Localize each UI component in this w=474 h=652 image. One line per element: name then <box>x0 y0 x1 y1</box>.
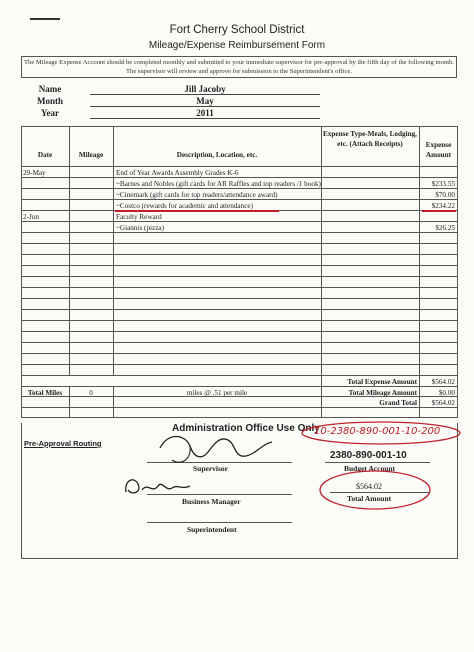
district-title: Fort Cherry School District <box>169 24 305 36</box>
admin-title: Administration Office Use Only <box>172 423 320 434</box>
month-label: Month <box>36 96 63 106</box>
rule <box>419 126 420 418</box>
grand-total-value: $564.02 <box>431 399 455 407</box>
rule <box>21 221 458 222</box>
business-manager-label: Business Manager <box>182 497 241 506</box>
rule <box>21 320 458 321</box>
rule <box>21 417 458 418</box>
header-date: Date <box>37 151 53 159</box>
row-amount: $70.00 <box>435 191 455 199</box>
handwritten-account: 10-2380-890-001-10-200 <box>314 426 441 437</box>
header-amount: Expense Amount <box>425 141 452 159</box>
row-description: End of Year Awards Assembly Grades K-6 <box>116 169 239 177</box>
rule <box>21 353 458 354</box>
rule <box>21 254 458 255</box>
red-underline <box>422 210 456 212</box>
supervisor-signature <box>150 430 280 470</box>
header-description: Description, Location, etc. <box>176 151 258 159</box>
rule <box>21 199 458 200</box>
form-title: Mileage/Expense Reimbursement Form <box>148 40 326 51</box>
rule <box>21 126 458 127</box>
budget-account-value: 2380-890-001-10 <box>330 450 407 461</box>
name-label: Name <box>38 84 62 94</box>
row-description: ~Barnes and Nobles (gift cards for AR Raffles and top readers /1 book) <box>116 180 321 188</box>
budget-account-line <box>325 462 430 463</box>
rule <box>21 342 458 343</box>
total-expense-value: $564.02 <box>431 378 455 386</box>
instructions-box: The Mileage Expense Account should be completed monthly and submitted to your immediate supervisor for pre-approval by the fifth day of the following month. The supervisor will review and approve for submission to the Superintendent's office. <box>21 56 457 78</box>
row-amount: $233.55 <box>431 180 455 188</box>
rule <box>21 407 458 408</box>
total-amount-line <box>330 492 430 493</box>
row-description: Faculty Reward <box>116 213 162 221</box>
rule <box>21 331 458 332</box>
rule <box>21 126 22 418</box>
name-value: Jill Jacoby <box>90 84 320 95</box>
total-mileage-value: $0.00 <box>438 389 455 397</box>
rule <box>21 386 458 387</box>
rule <box>69 126 70 375</box>
row-description: ~Giannis (pizza) <box>116 224 164 232</box>
row-description: ~Cinemark (gift cards for top readers/attendance award) <box>116 191 278 199</box>
row-amount: $234.22 <box>431 202 455 210</box>
rule <box>21 375 458 376</box>
rule <box>21 243 458 244</box>
superintendent-label: Superintendent <box>187 525 237 534</box>
rule <box>321 126 322 418</box>
total-amount-label: Total Amount <box>347 494 392 503</box>
business-manager-signature <box>120 472 200 498</box>
total-amount-value: $564.02 <box>356 482 382 491</box>
rule <box>21 276 458 277</box>
admin-border-bottom <box>21 558 458 559</box>
budget-account-label: Budget Account <box>344 464 396 473</box>
row-date: 29-May <box>23 169 46 177</box>
rule <box>457 126 458 418</box>
rule <box>21 298 458 299</box>
miles-rate: miles @ .51 per mile <box>186 389 248 397</box>
rule <box>21 166 458 167</box>
total-miles-value: 0 <box>89 389 93 397</box>
expense-table <box>21 126 458 418</box>
supervisor-label: Supervisor <box>193 464 229 473</box>
total-miles-label: Total Miles <box>27 389 63 397</box>
red-underline <box>115 210 279 212</box>
rule <box>21 188 458 189</box>
month-value: May <box>90 96 320 107</box>
corner-mark <box>30 18 60 20</box>
superintendent-line <box>147 522 292 523</box>
header-expense-type: Expense Type-Meals, Lodging, etc. (Attach Receipts) <box>323 130 417 148</box>
admin-border-left <box>21 423 22 558</box>
year-value: 2011 <box>90 108 320 119</box>
rule <box>21 265 458 266</box>
year-label: Year <box>41 108 59 118</box>
header-mileage: Mileage <box>78 151 104 159</box>
rule <box>113 126 114 375</box>
row-date: 2-Jun <box>23 213 39 221</box>
rule <box>21 287 458 288</box>
row-description: ~Costco (rewards for academic and attendance) <box>116 202 253 210</box>
rule <box>21 232 458 233</box>
row-amount: $26.25 <box>435 224 455 232</box>
preapproval-routing: Pre-Approval Routing <box>24 439 102 448</box>
rule <box>21 309 458 310</box>
grand-total-label: Grand Total <box>379 399 417 407</box>
rule <box>21 177 458 178</box>
rule <box>21 364 458 365</box>
total-expense-label: Total Expense Amount <box>347 378 417 386</box>
total-mileage-label: Total Mileage Amount <box>348 389 417 397</box>
